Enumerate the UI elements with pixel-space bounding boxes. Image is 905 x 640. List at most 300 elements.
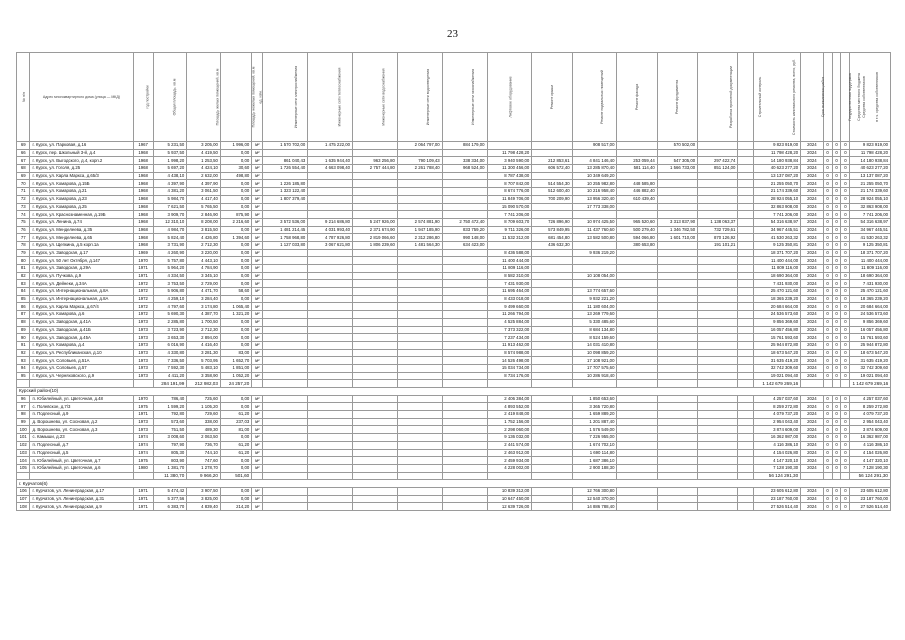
cell-design [698, 249, 738, 257]
cell-control [738, 503, 754, 511]
cell-basement [572, 257, 617, 265]
cell-foundation [657, 241, 697, 249]
cell-e5 [442, 288, 487, 296]
cell-foundation [657, 364, 697, 372]
cell-num: 105 [17, 464, 30, 472]
cell-period: 2024 [801, 418, 823, 426]
cell-total: 9 125 350,81 [754, 241, 801, 249]
cell-roof [532, 395, 572, 403]
cell-address: г. Курск, ул. Щепкина, д.5 корп.1а [30, 241, 133, 249]
cell-total: 8 259 272,80 [754, 403, 801, 411]
cell-unit: м² [252, 280, 263, 288]
cell-design [698, 272, 738, 280]
cell-facade [617, 249, 657, 257]
cell-period: 2024 [801, 165, 823, 173]
cell-year: 1973 [133, 341, 153, 349]
cell-f4: 15 761 593,60 [850, 334, 891, 342]
cell-address: г. Курск, ул. Ленина, д.74 [30, 218, 133, 226]
cell-lift: 11 266 794,00 [487, 311, 532, 319]
cell-e3 [353, 487, 398, 495]
cell-area-nonliving: 0,00 [220, 280, 251, 288]
cell-roof [532, 303, 572, 311]
cell-f4: 7 431 930,00 [850, 280, 891, 288]
cell-area: 4 330,80 [153, 349, 187, 357]
cell-period: 2024 [801, 411, 823, 419]
cell-period: 2024 [801, 503, 823, 511]
cell-design [698, 395, 738, 403]
cell-roof [532, 495, 572, 503]
cell-facade [617, 449, 657, 457]
cell-e5: 634 423,00 [442, 241, 487, 249]
cell-control [738, 265, 754, 273]
cell-num: 70 [17, 180, 30, 188]
cell-total: 19 021 094,40 [754, 372, 801, 380]
cell-num: 93 [17, 357, 30, 365]
table-row [17, 180, 891, 188]
cell-control [738, 441, 754, 449]
cell-facade [617, 288, 657, 296]
cell-lift: 10 647 450,00 [487, 495, 532, 503]
cell-f1: 0 [823, 403, 832, 411]
cell-facade [617, 495, 657, 503]
cell-num: 71 [17, 188, 30, 196]
cell-e3 [353, 326, 398, 334]
cell-foundation [657, 334, 697, 342]
cell-f2: 0 [832, 288, 841, 296]
cell-f1: 0 [823, 142, 832, 150]
cell-total: 4 257 037,60 [754, 395, 801, 403]
cell-control [738, 318, 754, 326]
header-engineering-4: Инженерные сети водоотведения [397, 53, 442, 142]
cell-area-nonliving: 1 652,70 [220, 357, 251, 365]
header-unit: ед. изм. [252, 53, 263, 142]
cell-e5 [442, 441, 487, 449]
cell-f3: 0 [841, 272, 850, 280]
cell-period: 2024 [801, 487, 823, 495]
cell-num: 85 [17, 295, 30, 303]
table-row [17, 464, 891, 472]
table-row [17, 211, 891, 219]
cell-e1 [263, 395, 308, 403]
cell-address: г. Курск, ул. Комарова, д.23 [30, 195, 133, 203]
cell-unit: м² [252, 495, 263, 503]
cell-unit: м² [252, 157, 263, 165]
cell-year: 1968 [133, 234, 153, 242]
cell-e1 [263, 364, 308, 372]
header-funds-3: Средства собственников [841, 53, 850, 142]
cell-e5 [442, 280, 487, 288]
cell-lift: 4 893 552,00 [487, 403, 532, 411]
cell-basement: 1 576 549,00 [572, 426, 617, 434]
cell-e5 [442, 326, 487, 334]
cell-e3 [353, 211, 398, 219]
cell-control [738, 349, 754, 357]
cell-year: 1973 [133, 372, 153, 380]
cell-e2: 1 635 944,40 [308, 157, 353, 165]
cell-facade [617, 457, 657, 465]
cell-roof: 514 554,30 [532, 180, 572, 188]
cell-foundation [657, 272, 697, 280]
cell-f1: 0 [823, 249, 832, 257]
cell-e3 [353, 272, 398, 280]
cell-control [738, 195, 754, 203]
cell-basement: 10 255 982,80 [572, 180, 617, 188]
subtotal-cell-design [698, 472, 738, 480]
cell-f3: 0 [841, 311, 850, 319]
cell-address: п. Юбилейный, ул. Цветочная, д.48 [30, 395, 133, 403]
cell-address: г. Курск, ул. Менделеева, д.65 [30, 234, 133, 242]
cell-f3: 0 [841, 142, 850, 150]
cell-area-living: 1 105,20 [187, 403, 221, 411]
cell-design [698, 265, 738, 273]
cell-e5 [442, 249, 487, 257]
cell-basement: 11 437 760,60 [572, 226, 617, 234]
cell-lift: 11 849 706,00 [487, 195, 532, 203]
cell-address: п. Подлесный, д.9 [30, 411, 133, 419]
cell-area-living: 5 483,10 [187, 364, 221, 372]
cell-total: 9 823 919,00 [754, 142, 801, 150]
cell-unit: м² [252, 449, 263, 457]
cell-f2: 0 [832, 157, 841, 165]
cell-unit: м² [252, 265, 263, 273]
cell-basement: 8 524 159,60 [572, 334, 617, 342]
cell-design [698, 341, 738, 349]
cell-period: 2024 [801, 142, 823, 150]
cell-total: 21 174 339,60 [754, 188, 801, 196]
cell-area-living: 4 839,40 [187, 503, 221, 511]
cell-year: 1980 [133, 464, 153, 472]
cell-period: 2024 [801, 426, 823, 434]
cell-f4: 4 116 386,10 [850, 441, 891, 449]
cell-area-living: 3 825,00 [187, 495, 221, 503]
cell-control [738, 411, 754, 419]
table-row [17, 265, 891, 273]
cell-lift: 2 419 848,00 [487, 411, 532, 419]
cell-f4: 4 257 037,60 [850, 395, 891, 403]
cell-control [738, 426, 754, 434]
cell-basement: 1 690 114,80 [572, 449, 617, 457]
cell-area-nonliving: 61,20 [220, 411, 251, 419]
cell-e5 [442, 349, 487, 357]
cell-e3 [353, 418, 398, 426]
cell-num: 82 [17, 272, 30, 280]
cell-e4 [397, 449, 442, 457]
cell-e3 [353, 341, 398, 349]
cell-e4 [397, 318, 442, 326]
cell-address: г. Курск, ул. Менделеева, д.35 [30, 226, 133, 234]
cell-facade [617, 434, 657, 442]
cell-design [698, 457, 738, 465]
cell-area-living: 4 387,70 [187, 311, 221, 319]
cell-e3 [353, 203, 398, 211]
cell-area: 3 653,30 [153, 334, 187, 342]
table-row [17, 318, 891, 326]
cell-num: 99 [17, 418, 30, 426]
cell-f3: 0 [841, 157, 850, 165]
cell-e2 [308, 349, 353, 357]
cell-foundation: 1 566 733,00 [657, 165, 697, 173]
cell-facade [617, 372, 657, 380]
cell-address: п. Юбилейный, ул. Цветочная, д.6 [30, 464, 133, 472]
cell-e1 [263, 203, 308, 211]
cell-area-living: 4 417,40 [187, 195, 221, 203]
cell-foundation [657, 318, 697, 326]
cell-e4 [397, 357, 442, 365]
cell-e4 [397, 503, 442, 511]
cell-roof [532, 265, 572, 273]
cell-year: 1974 [133, 449, 153, 457]
cell-unit: м² [252, 272, 263, 280]
cell-foundation [657, 249, 697, 257]
cell-facade [617, 395, 657, 403]
table-row [17, 311, 891, 319]
cell-f1: 0 [823, 311, 832, 319]
cell-f2: 0 [832, 357, 841, 365]
cell-roof: 573 849,95 [532, 226, 572, 234]
cell-e5 [442, 411, 487, 419]
cell-area-nonliving: 0,00 [220, 272, 251, 280]
cell-area: 4 381,20 [153, 188, 187, 196]
header-foundation: Ремонт фундамента [657, 53, 697, 142]
table-row [17, 341, 891, 349]
cell-control [738, 487, 754, 495]
cell-f3: 0 [841, 180, 850, 188]
cell-e5 [442, 364, 487, 372]
cell-area: 5 984,70 [153, 195, 187, 203]
cell-e5: 884 179,00 [442, 142, 487, 150]
cell-area: 5 906,80 [153, 288, 187, 296]
cell-num: 94 [17, 364, 30, 372]
cell-foundation [657, 403, 697, 411]
cell-e2 [308, 188, 353, 196]
cell-area: 3 909,70 [153, 211, 187, 219]
cell-area: 573,60 [153, 418, 187, 426]
cell-e1 [263, 449, 308, 457]
cell-roof [532, 326, 572, 334]
cell-address: г. Курск, ул. Пучкова, д.9 [30, 272, 133, 280]
cell-e5: 968 524,00 [442, 165, 487, 173]
cell-num: 101 [17, 434, 30, 442]
cell-unit: м² [252, 464, 263, 472]
cell-lift: 8 734 176,00 [487, 372, 532, 380]
cell-foundation: 570 502,00 [657, 142, 697, 150]
cell-e2 [308, 364, 353, 372]
cell-period: 2024 [801, 403, 823, 411]
cell-year: 1971 [133, 265, 153, 273]
cell-e3 [353, 395, 398, 403]
cell-area: 7 621,50 [153, 203, 187, 211]
cell-design [698, 311, 738, 319]
cell-facade: 594 066,80 [617, 234, 657, 242]
table-row [17, 272, 891, 280]
table-row [17, 457, 891, 465]
cell-area-living: 4 416,40 [187, 341, 221, 349]
cell-roof [532, 349, 572, 357]
cell-year: 1968 [133, 172, 153, 180]
cell-f2: 0 [832, 341, 841, 349]
cell-num: 104 [17, 457, 30, 465]
subtotal-cell-unit [252, 380, 263, 388]
cell-period: 2024 [801, 195, 823, 203]
cell-area-nonliving: 0,00 [220, 487, 251, 495]
cell-area-living: 2 729,00 [187, 280, 221, 288]
cell-control [738, 372, 754, 380]
cell-e2 [308, 503, 353, 511]
cell-f4: 54 316 638,97 [850, 218, 891, 226]
subtotal-cell-e5 [442, 472, 487, 480]
subtotal-cell-e1 [263, 380, 308, 388]
cell-num: 95 [17, 372, 30, 380]
cell-total: 18 673 547,20 [754, 349, 801, 357]
subtotal-cell-e3 [353, 472, 398, 480]
cell-e1 [263, 411, 308, 419]
cell-f1: 0 [823, 203, 832, 211]
table-row [17, 411, 891, 419]
cell-e3 [353, 464, 398, 472]
cell-f4: 24 536 573,60 [850, 311, 891, 319]
cell-unit: м² [252, 426, 263, 434]
cell-area: 5 690,30 [153, 311, 187, 319]
cell-year: 1972 [133, 280, 153, 288]
cell-e3 [353, 403, 398, 411]
cell-e1: 1 726 554,40 [263, 165, 308, 173]
cell-control [738, 257, 754, 265]
cell-unit: м² [252, 418, 263, 426]
cell-total: 2 954 043,40 [754, 418, 801, 426]
subtotal-cell-e5 [442, 380, 487, 388]
cell-e5 [442, 272, 487, 280]
cell-period: 2024 [801, 226, 823, 234]
cell-design [698, 318, 738, 326]
cell-address: г. Курск, ул. Краснознаменная, д.19Б [30, 211, 133, 219]
cell-e4 [397, 457, 442, 465]
cell-lift: 7 431 930,00 [487, 280, 532, 288]
cell-unit: м² [252, 295, 263, 303]
cell-e5 [442, 172, 487, 180]
cell-e5 [442, 180, 487, 188]
subtotal-cell-e4 [397, 380, 442, 388]
cell-control [738, 234, 754, 242]
cell-lift: 2 441 574,00 [487, 441, 532, 449]
cell-foundation [657, 295, 697, 303]
cell-e1: 1 570 702,00 [263, 142, 308, 150]
cell-f2: 0 [832, 165, 841, 173]
cell-f1: 0 [823, 441, 832, 449]
header-funds-2: Средства местного бюджета [832, 53, 841, 142]
cell-f3: 0 [841, 188, 850, 196]
cell-e2 [308, 411, 353, 419]
cell-design [698, 180, 738, 188]
table-row [17, 165, 891, 173]
cell-lift: 7 237 434,00 [487, 334, 532, 342]
cell-period: 2024 [801, 218, 823, 226]
cell-address: г. Курск, ул. Парковая, д.16 [30, 142, 133, 150]
cell-address: г. Курск, ул. Карла Маркса, д.67/4 [30, 303, 133, 311]
cell-control [738, 357, 754, 365]
cell-f2: 0 [832, 464, 841, 472]
cell-e1 [263, 403, 308, 411]
cell-num: 108 [17, 503, 30, 511]
cell-total: 23 605 612,80 [754, 487, 801, 495]
cell-f1: 0 [823, 372, 832, 380]
cell-f4: 34 967 445,51 [850, 226, 891, 234]
cell-control [738, 434, 754, 442]
cell-roof [532, 464, 572, 472]
cell-period: 2024 [801, 449, 823, 457]
cell-address: с. Полевское, д.7/3 [30, 403, 133, 411]
cell-f4: 3 874 609,00 [850, 426, 891, 434]
cell-control [738, 449, 754, 457]
cell-num: 91 [17, 341, 30, 349]
cell-f2: 0 [832, 180, 841, 188]
cell-design [698, 257, 738, 265]
cell-lift: 8 674 776,00 [487, 188, 532, 196]
table-row [17, 142, 891, 150]
cell-e3: 2 371 674,90 [353, 226, 398, 234]
table-row [17, 280, 891, 288]
cell-f1: 0 [823, 341, 832, 349]
subtotal-cell-facade [617, 472, 657, 480]
cell-design [698, 172, 738, 180]
cell-year: 1973 [133, 418, 153, 426]
cell-foundation: 1 346 782,50 [657, 226, 697, 234]
cell-roof [532, 364, 572, 372]
cell-e1 [263, 372, 308, 380]
cell-lift: 8 574 988,00 [487, 349, 532, 357]
cell-f4: 2 954 043,40 [850, 418, 891, 426]
cell-f3: 0 [841, 211, 850, 219]
cell-e4 [397, 249, 442, 257]
cell-foundation [657, 357, 697, 365]
cell-e1: 1 807 379,40 [263, 195, 308, 203]
cell-roof [532, 280, 572, 288]
cell-year: 1971 [133, 272, 153, 280]
cell-roof [532, 272, 572, 280]
cell-area: 803,90 [153, 457, 187, 465]
cell-num: 90 [17, 334, 30, 342]
cell-e4: 2 064 797,00 [397, 142, 442, 150]
cell-address: г. Курчатов, ул. Ленинградская, д.17 [30, 487, 133, 495]
cell-area: 5 964,20 [153, 265, 187, 273]
subtotal-cell-area: 11 380,70 [153, 472, 187, 480]
cell-e2 [308, 303, 353, 311]
cell-unit: м² [252, 218, 263, 226]
cell-f4: 41 530 263,32 [850, 234, 891, 242]
cell-e5 [442, 395, 487, 403]
cell-e3 [353, 349, 398, 357]
cell-address: д. Ворошнево, ул. Сосновая, д.3 [30, 426, 133, 434]
cell-e2: 1 475 222,00 [308, 142, 353, 150]
cell-area-nonliving: 0,00 [220, 318, 251, 326]
cell-facade [617, 303, 657, 311]
cell-total: 41 530 263,32 [754, 234, 801, 242]
cell-area-nonliving: 30,60 [220, 165, 251, 173]
cell-f3: 0 [841, 195, 850, 203]
cell-roof [532, 295, 572, 303]
cell-basement: 14 886 788,40 [572, 503, 617, 511]
cell-f4: 18 690 364,00 [850, 272, 891, 280]
cell-roof [532, 357, 572, 365]
cell-area-nonliving: 498,80 [220, 172, 251, 180]
cell-control [738, 303, 754, 311]
cell-year: 1973 [133, 357, 153, 365]
cell-e4: 790 109,43 [397, 157, 442, 165]
cell-unit: м² [252, 395, 263, 403]
cell-f4: 32 863 908,00 [850, 203, 891, 211]
subtotal-cell-roof [532, 380, 572, 388]
cell-facade [617, 441, 657, 449]
cell-area-nonliving: 875,90 [220, 211, 251, 219]
